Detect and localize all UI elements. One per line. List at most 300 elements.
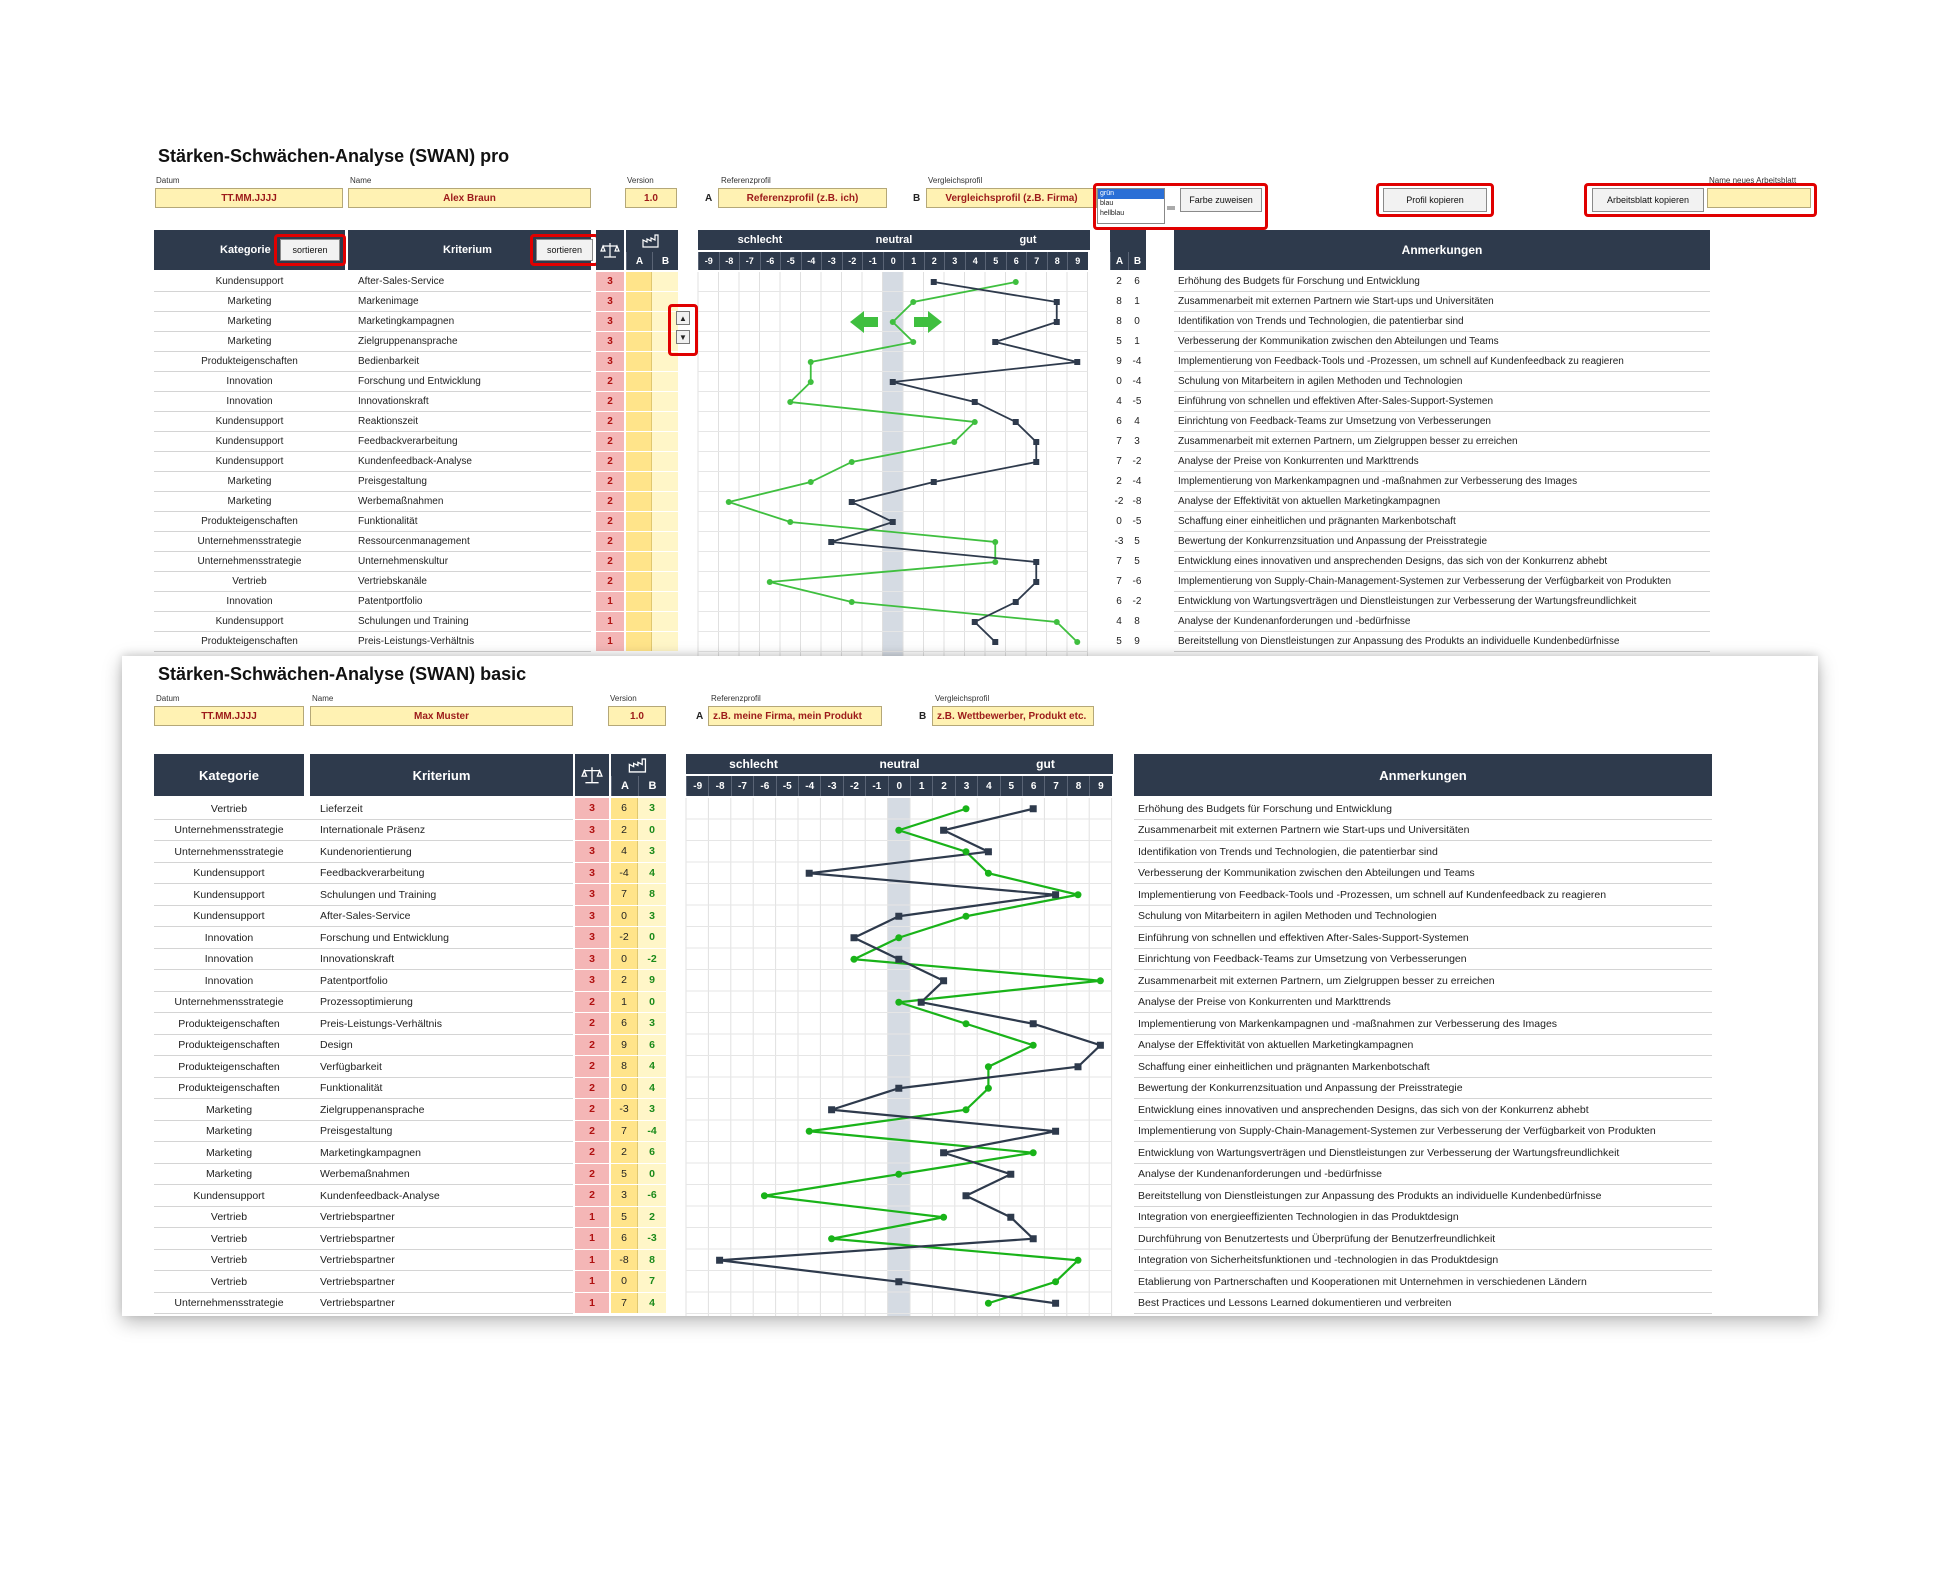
criterion-cell[interactable]: Patentportfolio: [358, 596, 423, 607]
note-cell[interactable]: Integration von energieeffizienten Technologien in das Produktdesign: [1138, 1211, 1459, 1224]
note-cell[interactable]: Bereitstellung von Dienstleistungen zur Anpassung des Produkts an individuelle Kundenbedürfnisse: [1178, 636, 1620, 647]
note-cell[interactable]: Bewertung der Konkurrenzsituation und Anpassung der Preisstrategie: [1138, 1082, 1463, 1095]
category-cell[interactable]: Kundensupport: [193, 910, 265, 923]
weight-cell[interactable]: 2: [596, 432, 624, 451]
category-cell[interactable]: Marketing: [227, 476, 272, 487]
category-cell[interactable]: Kundensupport: [215, 456, 284, 467]
series-b-point: [895, 1171, 902, 1178]
note-cell[interactable]: Analyse der Effektivität von aktuellen Marketingkampagnen: [1138, 1039, 1414, 1052]
category-cell[interactable]: Innovation: [226, 596, 273, 607]
weight-cell[interactable]: 2: [596, 572, 624, 591]
value-a-cell[interactable]: -3: [611, 1099, 638, 1120]
category-cell[interactable]: Produkteigenschaften: [201, 356, 298, 367]
scroll-down-button[interactable]: ▼: [676, 330, 690, 344]
value-b-cell[interactable]: 6: [638, 1142, 666, 1163]
value-b-cell[interactable]: 0: [1134, 316, 1140, 327]
pro-ref-field[interactable]: Referenzprofil (z.B. ich): [718, 188, 887, 208]
weight-cell[interactable]: 2: [596, 392, 624, 411]
category-cell[interactable]: Unternehmensstrategie: [197, 536, 302, 547]
note-cell[interactable]: Schulung von Mitarbeitern in agilen Methoden und Technologien: [1178, 376, 1463, 387]
value-a-cell[interactable]: 0: [611, 949, 638, 970]
category-cell[interactable]: Unternehmensstrategie: [174, 824, 284, 837]
value-b-cell[interactable]: 0: [638, 820, 666, 841]
value-a-cell[interactable]: 8: [1116, 316, 1122, 327]
weight-cell[interactable]: 2: [575, 1013, 609, 1034]
category-cell[interactable]: Innovation: [204, 931, 254, 944]
value-b-cell[interactable]: 0: [638, 1164, 666, 1185]
criterion-cell[interactable]: Internationale Präsenz: [320, 824, 426, 837]
pro-version-field[interactable]: 1.0: [625, 188, 677, 208]
note-cell[interactable]: Einführung von schnellen und effektiven After-Sales-Support-Systemen: [1138, 931, 1469, 944]
criterion-cell[interactable]: Unternehmenskultur: [358, 556, 449, 567]
category-cell[interactable]: Kundensupport: [215, 616, 284, 627]
criterion-cell[interactable]: Vertriebspartner: [320, 1275, 395, 1288]
left-right-arrows-icon[interactable]: [848, 309, 944, 335]
weight-cell[interactable]: 2: [596, 552, 624, 571]
scale-tick-label: -6: [760, 252, 781, 270]
value-a-cell[interactable]: -4: [611, 863, 638, 884]
category-cell[interactable]: Unternehmensstrategie: [197, 556, 302, 567]
value-b-cell[interactable]: 8: [638, 1250, 666, 1271]
category-cell[interactable]: Kundensupport: [215, 276, 284, 287]
note-cell[interactable]: Analyse der Effektivität von aktuellen Marketingkampagnen: [1178, 496, 1441, 507]
category-cell[interactable]: Innovation: [204, 974, 254, 987]
series-a-point: [1054, 319, 1060, 325]
weight-cell[interactable]: 2: [575, 1056, 609, 1077]
note-cell[interactable]: Einrichtung von Feedback-Teams zur Umsetzung von Verbesserungen: [1138, 953, 1467, 966]
series-a-point: [890, 519, 896, 525]
note-cell[interactable]: Analyse der Preise von Konkurrenten und Markttrends: [1178, 456, 1419, 467]
category-cell[interactable]: Marketing: [227, 296, 272, 307]
scale-tick-label: 0: [883, 252, 904, 270]
value-a-cell[interactable]: 4: [1116, 616, 1122, 627]
weight-cell[interactable]: 2: [596, 372, 624, 391]
scroll-up-button[interactable]: ▲: [676, 311, 690, 325]
weight-cell[interactable]: 2: [596, 492, 624, 511]
value-a-cell[interactable]: 6: [611, 1228, 638, 1249]
note-cell[interactable]: Implementierung von Feedback-Tools und -Prozessen, um schnell auf Kundenfeedback zu reagieren: [1178, 356, 1624, 367]
weight-cell[interactable]: 3: [575, 884, 609, 905]
value-a-cell[interactable]: 5: [1116, 336, 1122, 347]
weight-cell[interactable]: 3: [596, 352, 624, 371]
category-cell[interactable]: Marketing: [227, 336, 272, 347]
weight-cell[interactable]: 3: [596, 332, 624, 351]
note-cell[interactable]: Zusammenarbeit mit externen Partnern wie Start-ups und Universitäten: [1178, 296, 1494, 307]
value-a-cell[interactable]: 0: [611, 1078, 638, 1099]
note-cell[interactable]: Bewertung der Konkurrenzsituation und Anpassung der Preisstrategie: [1178, 536, 1488, 547]
value-b-cell[interactable]: 3: [638, 1013, 666, 1034]
value-a-cell[interactable]: 0: [1116, 376, 1122, 387]
value-b-cell[interactable]: 7: [638, 1271, 666, 1292]
value-a-cell[interactable]: 5: [611, 1164, 638, 1185]
criterion-cell[interactable]: Vertriebspartner: [320, 1254, 395, 1267]
value-a-cell[interactable]: 0: [611, 906, 638, 927]
criterion-cell[interactable]: Prozessoptimierung: [320, 996, 413, 1009]
copy-profile-button[interactable]: Profil kopieren: [1383, 188, 1487, 212]
scale-tick-label: -6: [753, 776, 775, 796]
assign-color-button[interactable]: Farbe zuweisen: [1180, 188, 1262, 212]
value-a-cell[interactable]: 9: [611, 1035, 638, 1056]
basic-version-field[interactable]: 1.0: [608, 706, 666, 726]
category-cell[interactable]: Produkteigenschaften: [178, 1039, 280, 1052]
value-b-cell[interactable]: 4: [638, 1056, 666, 1077]
criterion-cell[interactable]: Zielgruppenansprache: [358, 336, 458, 347]
criterion-cell[interactable]: Markenimage: [358, 296, 419, 307]
criterion-cell[interactable]: Schulungen und Training: [358, 616, 469, 627]
series-a-point: [1075, 1063, 1082, 1070]
category-cell[interactable]: Vertrieb: [232, 576, 267, 587]
criterion-cell[interactable]: Ressourcenmanagement: [358, 536, 470, 547]
value-b-cell[interactable]: 9: [638, 970, 666, 991]
category-cell[interactable]: Innovation: [204, 953, 254, 966]
basic-vgl-field[interactable]: z.B. Wettbewerber, Produkt etc.: [932, 706, 1094, 726]
category-cell[interactable]: Produkteigenschaften: [178, 1060, 280, 1073]
weight-cell[interactable]: 2: [596, 452, 624, 471]
note-cell[interactable]: Entwicklung von Wartungsverträgen und Dienstleistungen zur Verbesserung der Wartungsfreundlichkeit: [1138, 1146, 1620, 1159]
criterion-cell[interactable]: Patentportfolio: [320, 974, 388, 987]
criterion-cell[interactable]: Zielgruppenansprache: [320, 1103, 425, 1116]
note-cell[interactable]: Implementierung von Markenkampagnen und -maßnahmen zur Verbesserung des Images: [1178, 476, 1578, 487]
note-cell[interactable]: Implementierung von Markenkampagnen und -maßnahmen zur Verbesserung des Images: [1138, 1017, 1558, 1030]
note-cell[interactable]: Zusammenarbeit mit externen Partnern wie Start-ups und Universitäten: [1138, 824, 1470, 837]
criterion-cell[interactable]: Preisgestaltung: [358, 476, 427, 487]
value-a-cell[interactable]: 6: [1116, 596, 1122, 607]
note-cell[interactable]: Entwicklung eines innovativen und ansprechenden Designs, das sich von der Konkurrenz abhebt: [1178, 556, 1608, 567]
note-cell[interactable]: Entwicklung von Wartungsverträgen und Dienstleistungen zur Verbesserung der Wartungsfreundlichkeit: [1178, 596, 1637, 607]
category-cell[interactable]: Kundensupport: [215, 416, 284, 427]
weight-cell[interactable]: 2: [596, 512, 624, 531]
value-b-cell[interactable]: 0: [638, 992, 666, 1013]
weight-cell[interactable]: 1: [575, 1228, 609, 1249]
note-cell[interactable]: Bereitstellung von Dienstleistungen zur Anpassung des Produkts an individuelle Kundenbedürfnisse: [1138, 1189, 1602, 1202]
value-a-cell[interactable]: 2: [1116, 476, 1122, 487]
value-a-cell[interactable]: 4: [611, 841, 638, 862]
category-cell[interactable]: Vertrieb: [210, 1232, 248, 1245]
note-cell[interactable]: Zusammenarbeit mit externen Partnern, um Zielgruppen besser zu erreichen: [1138, 974, 1495, 987]
criterion-cell[interactable]: Funktionalität: [320, 1082, 383, 1095]
value-b-cell[interactable]: 1: [1134, 296, 1140, 307]
category-cell[interactable]: Kundensupport: [215, 436, 284, 447]
value-b-cell[interactable]: -4: [638, 1121, 666, 1142]
criterion-cell[interactable]: After-Sales-Service: [320, 910, 411, 923]
note-cell[interactable]: Entwicklung eines innovativen und ansprechenden Designs, das sich von der Konkurrenz abhebt: [1138, 1103, 1589, 1116]
value-b-cell[interactable]: -4: [1132, 356, 1142, 367]
note-cell[interactable]: Implementierung von Supply-Chain-Management-Systemen zur Verbesserung der Verfügbarkeit von Produkten: [1178, 576, 1672, 587]
value-b-cell[interactable]: -6: [638, 1185, 666, 1206]
value-a-cell[interactable]: 7: [611, 884, 638, 905]
value-b-cell[interactable]: -4: [1132, 376, 1142, 387]
value-b-cell[interactable]: -3: [638, 1228, 666, 1249]
value-b-cell[interactable]: 8: [1134, 616, 1140, 627]
criterion-cell[interactable]: Innovationskraft: [320, 953, 395, 966]
sort-category-button[interactable]: sortieren: [280, 239, 340, 261]
value-b-cell[interactable]: 3: [638, 1099, 666, 1120]
weight-cell[interactable]: 1: [596, 592, 624, 611]
basic-ref-field[interactable]: z.B. meine Firma, mein Produkt: [708, 706, 882, 726]
weight-cell[interactable]: 1: [575, 1271, 609, 1292]
note-cell[interactable]: Erhöhung des Budgets für Forschung und Entwicklung: [1138, 802, 1392, 815]
value-a-cell[interactable]: 7: [1116, 576, 1122, 587]
value-b-cell[interactable]: 3: [638, 841, 666, 862]
color-option-blau[interactable]: blau: [1100, 200, 1114, 207]
value-a-cell[interactable]: 7: [611, 1293, 638, 1314]
value-a-cell[interactable]: 0: [611, 1271, 638, 1292]
value-a-cell[interactable]: 3: [611, 1185, 638, 1206]
value-a-cell[interactable]: 6: [1116, 416, 1122, 427]
weight-cell[interactable]: 1: [575, 1250, 609, 1271]
criterion-cell[interactable]: Kundenfeedback-Analyse: [358, 456, 472, 467]
criterion-cell[interactable]: Kundenfeedback-Analyse: [320, 1189, 440, 1202]
criterion-cell[interactable]: Reaktionszeit: [358, 416, 419, 427]
weight-cell[interactable]: 3: [575, 906, 609, 927]
category-cell[interactable]: Unternehmensstrategie: [174, 1297, 284, 1310]
criterion-cell[interactable]: Verfügbarkeit: [320, 1060, 382, 1073]
value-b-cell[interactable]: 5: [1134, 536, 1140, 547]
note-cell[interactable]: Zusammenarbeit mit externen Partnern, um Zielgruppen besser zu erreichen: [1178, 436, 1518, 447]
value-b-cell[interactable]: 5: [1134, 556, 1140, 567]
note-cell[interactable]: Einführung von schnellen und effektiven After-Sales-Support-Systemen: [1178, 396, 1493, 407]
weight-cell[interactable]: 2: [575, 1185, 609, 1206]
weight-cell[interactable]: 3: [575, 841, 609, 862]
value-b-cell[interactable]: -2: [1132, 456, 1142, 467]
series-a-point: [895, 956, 902, 963]
series-a-point: [931, 479, 937, 485]
series-a-point: [1033, 439, 1039, 445]
sort-criterion-button[interactable]: sortieren: [536, 239, 593, 261]
criterion-cell[interactable]: Forschung und Entwicklung: [320, 931, 449, 944]
scale-tick-label: 2: [932, 776, 954, 796]
pro-datum-field[interactable]: TT.MM.JJJJ: [155, 188, 343, 208]
value-b-cell[interactable]: 4: [638, 1078, 666, 1099]
weight-cell[interactable]: 3: [596, 312, 624, 331]
weight-cell[interactable]: 3: [575, 798, 609, 819]
note-cell[interactable]: Identifikation von Trends und Technologien, die patentierbar sind: [1178, 316, 1464, 327]
weight-cell[interactable]: 1: [596, 612, 624, 631]
value-a-cell[interactable]: 7: [1116, 436, 1122, 447]
series-b-point: [963, 848, 970, 855]
value-a-cell[interactable]: 8: [1116, 296, 1122, 307]
criterion-cell[interactable]: Vertriebskanäle: [358, 576, 427, 587]
value-b-cell[interactable]: -4: [1132, 476, 1142, 487]
weight-cell[interactable]: 1: [575, 1293, 609, 1314]
category-cell[interactable]: Produkteigenschaften: [201, 636, 298, 647]
weight-cell[interactable]: 2: [596, 472, 624, 491]
value-b-cell[interactable]: 6: [1134, 276, 1140, 287]
value-a-cell[interactable]: 1: [611, 992, 638, 1013]
criterion-cell[interactable]: Feedbackverarbeitung: [320, 867, 425, 880]
category-cell[interactable]: Unternehmensstrategie: [174, 845, 284, 858]
criterion-cell[interactable]: Werbemaßnahmen: [358, 496, 444, 507]
category-cell[interactable]: Innovation: [226, 376, 273, 387]
value-b-cell[interactable]: -2: [638, 949, 666, 970]
criterion-cell[interactable]: Preis-Leistungs-Verhältnis: [320, 1017, 442, 1030]
criterion-cell[interactable]: Bedienbarkeit: [358, 356, 420, 367]
value-b-cell[interactable]: 2: [638, 1207, 666, 1228]
note-cell[interactable]: Identifikation von Trends und Technologien, die patentierbar sind: [1138, 845, 1438, 858]
pro-header-b-right: B: [1128, 252, 1146, 270]
weight-cell[interactable]: 3: [575, 927, 609, 948]
note-cell[interactable]: Verbesserung der Kommunikation zwischen den Abteilungen und Teams: [1178, 336, 1499, 347]
note-cell[interactable]: Etablierung von Partnerschaften und Kooperationen mit Unternehmen in verschiedenen Ländern: [1138, 1275, 1587, 1288]
basic-datum-field[interactable]: TT.MM.JJJJ: [154, 706, 304, 726]
criterion-cell[interactable]: Marketingkampagnen: [358, 316, 455, 327]
criterion-cell[interactable]: Schulungen und Training: [320, 888, 437, 901]
weight-cell[interactable]: 2: [575, 1099, 609, 1120]
value-b-cell[interactable]: 8: [638, 884, 666, 905]
basic-name-field[interactable]: Max Muster: [310, 706, 573, 726]
pro-name-field[interactable]: Alex Braun: [348, 188, 591, 208]
value-b-cell[interactable]: 3: [1134, 436, 1140, 447]
value-a-cell[interactable]: 2: [611, 970, 638, 991]
weight-cell[interactable]: 3: [575, 863, 609, 884]
weight-cell[interactable]: 3: [575, 970, 609, 991]
category-cell[interactable]: Kundensupport: [193, 867, 265, 880]
weight-cell[interactable]: 3: [575, 820, 609, 841]
category-cell[interactable]: Unternehmensstrategie: [174, 996, 284, 1009]
value-a-cell[interactable]: 9: [1116, 356, 1122, 367]
value-b-cell[interactable]: -2: [1132, 596, 1142, 607]
weight-cell[interactable]: 1: [575, 1207, 609, 1228]
value-a-cell[interactable]: 7: [611, 1121, 638, 1142]
criterion-cell[interactable]: Feedbackverarbeitung: [358, 436, 458, 447]
value-b-cell[interactable]: 1: [1134, 336, 1140, 347]
value-a-cell[interactable]: 5: [1116, 636, 1122, 647]
value-b-cell[interactable]: 4: [638, 863, 666, 884]
category-cell[interactable]: Produkteigenschaften: [178, 1017, 280, 1030]
note-cell[interactable]: Schulung von Mitarbeitern in agilen Methoden und Technologien: [1138, 910, 1437, 923]
value-b-cell[interactable]: 6: [638, 1035, 666, 1056]
weight-cell[interactable]: 2: [575, 1035, 609, 1056]
category-cell[interactable]: Marketing: [227, 496, 272, 507]
criterion-cell[interactable]: Vertriebspartner: [320, 1297, 395, 1310]
value-a-cell[interactable]: 5: [611, 1207, 638, 1228]
value-b-cell[interactable]: -5: [1132, 396, 1142, 407]
value-a-cell[interactable]: 2: [611, 1142, 638, 1163]
value-a-cell[interactable]: 4: [1116, 396, 1122, 407]
pro-vgl-field[interactable]: Vergleichsprofil (z.B. Firma): [926, 188, 1097, 208]
value-a-cell[interactable]: 2: [611, 820, 638, 841]
value-a-cell[interactable]: -8: [611, 1250, 638, 1271]
weight-cell[interactable]: 3: [596, 292, 624, 311]
weight-cell[interactable]: 2: [596, 412, 624, 431]
value-b-cell[interactable]: 4: [1134, 416, 1140, 427]
category-cell[interactable]: Marketing: [227, 316, 272, 327]
category-cell[interactable]: Vertrieb: [210, 1254, 248, 1267]
note-cell[interactable]: Schaffung einer einheitlichen und prägnanten Markenbotschaft: [1178, 516, 1456, 527]
note-cell[interactable]: Integration von Sicherheitsfunktionen und -technologien in das Produktdesign: [1138, 1254, 1499, 1267]
value-b-cell[interactable]: 4: [638, 1293, 666, 1314]
category-cell[interactable]: Vertrieb: [210, 1211, 248, 1224]
value-a-cell[interactable]: 8: [611, 1056, 638, 1077]
category-cell[interactable]: Marketing: [205, 1168, 253, 1181]
value-a-cell[interactable]: 6: [611, 798, 638, 819]
weight-cell[interactable]: 2: [575, 1164, 609, 1185]
value-b-cell[interactable]: -8: [1132, 496, 1142, 507]
value-b-cell[interactable]: -5: [1132, 516, 1142, 527]
value-a-cell[interactable]: 2: [1116, 276, 1122, 287]
criterion-cell[interactable]: Forschung und Entwicklung: [358, 376, 481, 387]
category-cell[interactable]: Produkteigenschaften: [201, 516, 298, 527]
series-b-point: [1030, 1042, 1037, 1049]
value-a-cell[interactable]: -2: [1114, 496, 1124, 507]
value-b-cell[interactable]: 9: [1134, 636, 1140, 647]
note-cell[interactable]: Analyse der Kundenanforderungen und -bedürfnisse: [1178, 616, 1411, 627]
note-cell[interactable]: Analyse der Kundenanforderungen und -bedürfnisse: [1138, 1168, 1383, 1181]
category-cell[interactable]: Kundensupport: [193, 888, 265, 901]
note-cell[interactable]: Best Practices und Lessons Learned dokumentieren und verbreiten: [1138, 1297, 1452, 1310]
value-a-cell[interactable]: -3: [1114, 536, 1124, 547]
criterion-cell[interactable]: After-Sales-Service: [358, 276, 445, 287]
category-cell[interactable]: Vertrieb: [210, 802, 248, 815]
category-cell[interactable]: Kundensupport: [193, 1189, 265, 1202]
note-cell[interactable]: Verbesserung der Kommunikation zwischen den Abteilungen und Teams: [1138, 867, 1475, 880]
criterion-cell[interactable]: Funktionalität: [358, 516, 418, 527]
highlight-scroll: [668, 304, 698, 356]
criterion-cell[interactable]: Vertriebspartner: [320, 1211, 395, 1224]
note-cell[interactable]: Implementierung von Supply-Chain-Management-Systemen zur Verbesserung der Verfügbarkeit von Produkten: [1138, 1125, 1656, 1138]
value-b-cell[interactable]: 3: [638, 906, 666, 927]
weight-cell[interactable]: 2: [575, 992, 609, 1013]
pro-sheet: [0, 0, 1946, 660]
criterion-cell[interactable]: Innovationskraft: [358, 396, 429, 407]
criterion-cell[interactable]: Werbemaßnahmen: [320, 1168, 410, 1181]
note-cell[interactable]: Durchführung von Benutzertests und Überprüfung der Benutzerfreundlichkeit: [1138, 1232, 1496, 1245]
basic-header-anmerkungen: Anmerkungen: [1134, 754, 1712, 796]
weight-cell[interactable]: 3: [575, 949, 609, 970]
note-cell[interactable]: Analyse der Preise von Konkurrenten und Markttrends: [1138, 996, 1391, 1009]
criterion-cell[interactable]: Marketingkampagnen: [320, 1146, 421, 1159]
note-cell[interactable]: Einrichtung von Feedback-Teams zur Umsetzung von Verbesserungen: [1178, 416, 1491, 427]
criterion-cell[interactable]: Vertriebspartner: [320, 1232, 395, 1245]
value-a-cell[interactable]: 7: [1116, 456, 1122, 467]
category-cell[interactable]: Innovation: [226, 396, 273, 407]
criterion-cell[interactable]: Preisgestaltung: [320, 1125, 393, 1138]
value-a-cell[interactable]: 0: [1116, 516, 1122, 527]
value-a-cell[interactable]: 7: [1116, 556, 1122, 567]
category-cell[interactable]: Vertrieb: [210, 1275, 248, 1288]
value-a-cell[interactable]: -2: [611, 927, 638, 948]
series-a-point: [985, 848, 992, 855]
category-cell[interactable]: Marketing: [205, 1146, 253, 1159]
criterion-cell[interactable]: Preis-Leistungs-Verhältnis: [358, 636, 475, 647]
weight-cell[interactable]: 2: [575, 1142, 609, 1163]
weight-cell[interactable]: 2: [575, 1121, 609, 1142]
category-cell[interactable]: Marketing: [205, 1125, 253, 1138]
value-a-cell[interactable]: 6: [611, 1013, 638, 1034]
series-b-point: [851, 956, 858, 963]
note-cell[interactable]: Implementierung von Feedback-Tools und -Prozessen, um schnell auf Kundenfeedback zu reagieren: [1138, 888, 1607, 901]
weight-cell[interactable]: 2: [575, 1078, 609, 1099]
category-cell[interactable]: Produkteigenschaften: [178, 1082, 280, 1095]
criterion-cell[interactable]: Design: [320, 1039, 353, 1052]
value-b-cell[interactable]: 3: [638, 798, 666, 819]
note-cell[interactable]: Erhöhung des Budgets für Forschung und Entwicklung: [1178, 276, 1420, 287]
value-b-cell[interactable]: -6: [1132, 576, 1142, 587]
weight-cell[interactable]: 1: [596, 632, 624, 651]
color-option-gruen[interactable]: grün: [1098, 189, 1164, 199]
weight-cell[interactable]: 2: [596, 532, 624, 551]
criterion-cell[interactable]: Kundenorientierung: [320, 845, 412, 858]
weight-cell[interactable]: 3: [596, 272, 624, 291]
copy-worksheet-button[interactable]: Arbeitsblatt kopieren: [1592, 188, 1704, 212]
criterion-cell[interactable]: Lieferzeit: [320, 802, 363, 815]
category-cell[interactable]: Marketing: [205, 1103, 253, 1116]
note-cell[interactable]: Schaffung einer einheitlichen und prägnanten Markenbotschaft: [1138, 1060, 1430, 1073]
color-option-hellblau[interactable]: hellblau: [1100, 210, 1125, 217]
series-b-point: [963, 1106, 970, 1113]
value-b-cell[interactable]: 0: [638, 927, 666, 948]
pro-header-anmerkungen: Anmerkungen: [1174, 230, 1710, 270]
